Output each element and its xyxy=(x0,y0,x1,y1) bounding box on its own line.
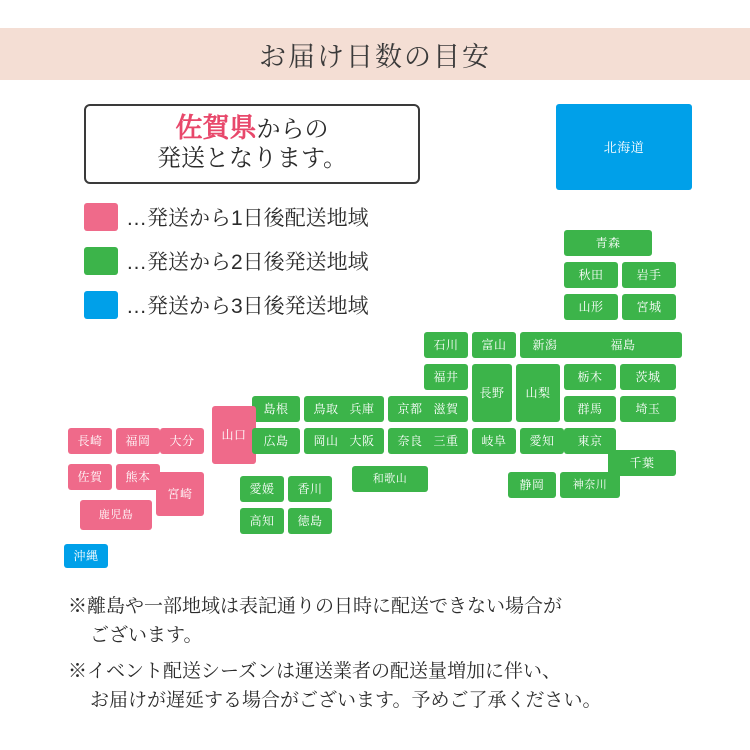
note-2 xyxy=(68,657,708,716)
map-prefecture-label: 鳥取 xyxy=(313,402,339,416)
map-prefecture-label: 和歌山 xyxy=(372,472,408,485)
map-prefecture-label: 岩手 xyxy=(636,268,662,282)
map-prefecture-label: 神奈川 xyxy=(572,478,608,491)
map-prefecture-label: 宮崎 xyxy=(167,487,193,501)
legend-label-day1: …発送から1日後配送地域 xyxy=(126,207,369,230)
map-prefecture-label: 島根 xyxy=(263,402,289,416)
map-prefecture-label: 香川 xyxy=(297,482,323,496)
map-prefecture-cell xyxy=(520,332,570,358)
map-prefecture-cell xyxy=(564,230,652,256)
map-prefecture-cell xyxy=(424,428,468,454)
notes xyxy=(68,592,708,722)
map-prefecture-cell xyxy=(240,508,284,534)
map-prefecture-cell xyxy=(516,364,560,422)
map-prefecture-label: 岐阜 xyxy=(481,434,507,448)
page-title: お届け日数の目安 xyxy=(259,41,491,72)
map-prefecture-label: 三重 xyxy=(433,434,459,448)
map-prefecture-label: 愛媛 xyxy=(249,482,275,496)
map-prefecture-cell xyxy=(564,396,616,422)
map-prefecture-cell xyxy=(288,508,332,534)
map-prefecture-label: 富山 xyxy=(481,338,507,352)
legend-label-day2: …発送から2日後発送地域 xyxy=(126,251,369,274)
map-prefecture-cell xyxy=(252,396,300,422)
note-1-line-1: ※離島や一部地域は表記通りの日時に配送できない場合が xyxy=(68,596,563,617)
origin-line-2: 発送となります。 xyxy=(156,144,348,172)
map-prefecture-label: 佐賀 xyxy=(77,470,103,484)
map-prefecture-label: 福島 xyxy=(610,338,636,352)
map-prefecture-cell xyxy=(424,332,468,358)
map-prefecture-cell xyxy=(560,472,620,498)
map-prefecture-label: 北海道 xyxy=(603,139,645,155)
legend-label-day3: …発送から3日後発送地域 xyxy=(126,295,369,318)
note-2-line-1: ※イベント配送シーズンは運送業者の配送量増加に伴い、 xyxy=(68,660,562,682)
map-prefecture-label: 滋賀 xyxy=(433,402,459,416)
map-prefecture-label: 山梨 xyxy=(525,386,551,400)
map-prefecture-label: 福井 xyxy=(433,370,459,384)
map-prefecture-label: 茨城 xyxy=(635,370,661,384)
map-prefecture-cell xyxy=(564,262,618,288)
map-prefecture-cell xyxy=(472,428,516,454)
map-prefecture-label: 岡山 xyxy=(313,434,339,448)
map-prefecture-label: 石川 xyxy=(433,338,459,352)
map-prefecture-cell xyxy=(212,406,256,464)
map-prefecture-label: 愛知 xyxy=(529,434,555,448)
origin-prefecture: 佐賀県 xyxy=(175,113,257,144)
map-prefecture-label: 鹿児島 xyxy=(98,508,134,521)
map-prefecture-label: 福岡 xyxy=(125,434,151,448)
note-2-line-2: お届けが遅延する場合がございます。予めご了承ください。 xyxy=(90,690,602,712)
map-prefecture-cell xyxy=(80,500,152,530)
map-prefecture-cell xyxy=(340,396,384,422)
map-prefecture-label: 千葉 xyxy=(629,456,655,470)
map-prefecture-cell xyxy=(116,428,160,454)
map-prefecture-label: 大分 xyxy=(169,434,195,448)
map-prefecture-label: 徳島 xyxy=(297,514,323,528)
map-prefecture-cell xyxy=(352,466,428,492)
map-prefecture-label: 大阪 xyxy=(349,434,375,448)
map-prefecture-label: 静岡 xyxy=(519,478,545,492)
map-prefecture-cell xyxy=(472,364,512,422)
map-prefecture-label: 高知 xyxy=(249,514,275,528)
map-prefecture-label: 山口 xyxy=(221,428,247,442)
map-prefecture-cell xyxy=(388,396,432,422)
map-prefecture-cell xyxy=(622,294,676,320)
map-prefecture-label: 長崎 xyxy=(77,434,103,448)
map-prefecture-label: 埼玉 xyxy=(635,402,661,416)
map-prefecture-cell xyxy=(340,428,384,454)
map-prefecture-label: 熊本 xyxy=(125,470,151,484)
map-prefecture-label: 東京 xyxy=(577,434,603,448)
map-prefecture-cell xyxy=(472,332,516,358)
map-prefecture-cell xyxy=(564,364,616,390)
map-prefecture-cell xyxy=(116,464,160,490)
map-prefecture-label: 栃木 xyxy=(577,370,603,384)
map-prefecture-label: 沖縄 xyxy=(73,549,99,563)
map-prefecture-label: 青森 xyxy=(595,236,621,250)
origin-line-1-suffix: からの xyxy=(256,116,329,144)
map-prefecture-label: 秋田 xyxy=(578,268,604,282)
map-prefecture-label: 広島 xyxy=(263,434,289,448)
map-prefecture-cell xyxy=(424,364,468,390)
map-prefecture-cell xyxy=(252,428,300,454)
map-prefecture-cell xyxy=(240,476,284,502)
note-1-line-2: ございます。 xyxy=(90,625,203,647)
map-prefecture-cell xyxy=(288,476,332,502)
map-prefecture-label: 新潟 xyxy=(532,338,558,352)
map-prefecture-cell xyxy=(520,428,564,454)
map-prefecture-cell xyxy=(156,472,204,516)
map-prefecture-cell xyxy=(68,428,112,454)
map-prefecture-label: 山形 xyxy=(578,300,604,314)
map-prefecture-label: 兵庫 xyxy=(349,402,375,416)
map-prefecture-label: 奈良 xyxy=(397,434,423,448)
map-prefecture-label: 長野 xyxy=(479,386,505,400)
map-prefecture-cell xyxy=(64,544,108,568)
map-prefecture-cell xyxy=(564,332,682,358)
note-1 xyxy=(68,592,708,651)
map-prefecture-label: 宮城 xyxy=(636,300,662,314)
map-prefecture-cell xyxy=(508,472,556,498)
map-prefecture-cell xyxy=(620,364,676,390)
map-prefecture-label: 群馬 xyxy=(577,402,603,416)
map-prefecture-cell xyxy=(622,262,676,288)
map-prefecture-label: 京都 xyxy=(397,402,423,416)
map-prefecture-cell xyxy=(160,428,204,454)
map-prefecture-cell xyxy=(556,104,692,190)
map-prefecture-cell xyxy=(620,396,676,422)
map-prefecture-cell xyxy=(564,294,618,320)
map-prefecture-cell xyxy=(68,464,112,490)
